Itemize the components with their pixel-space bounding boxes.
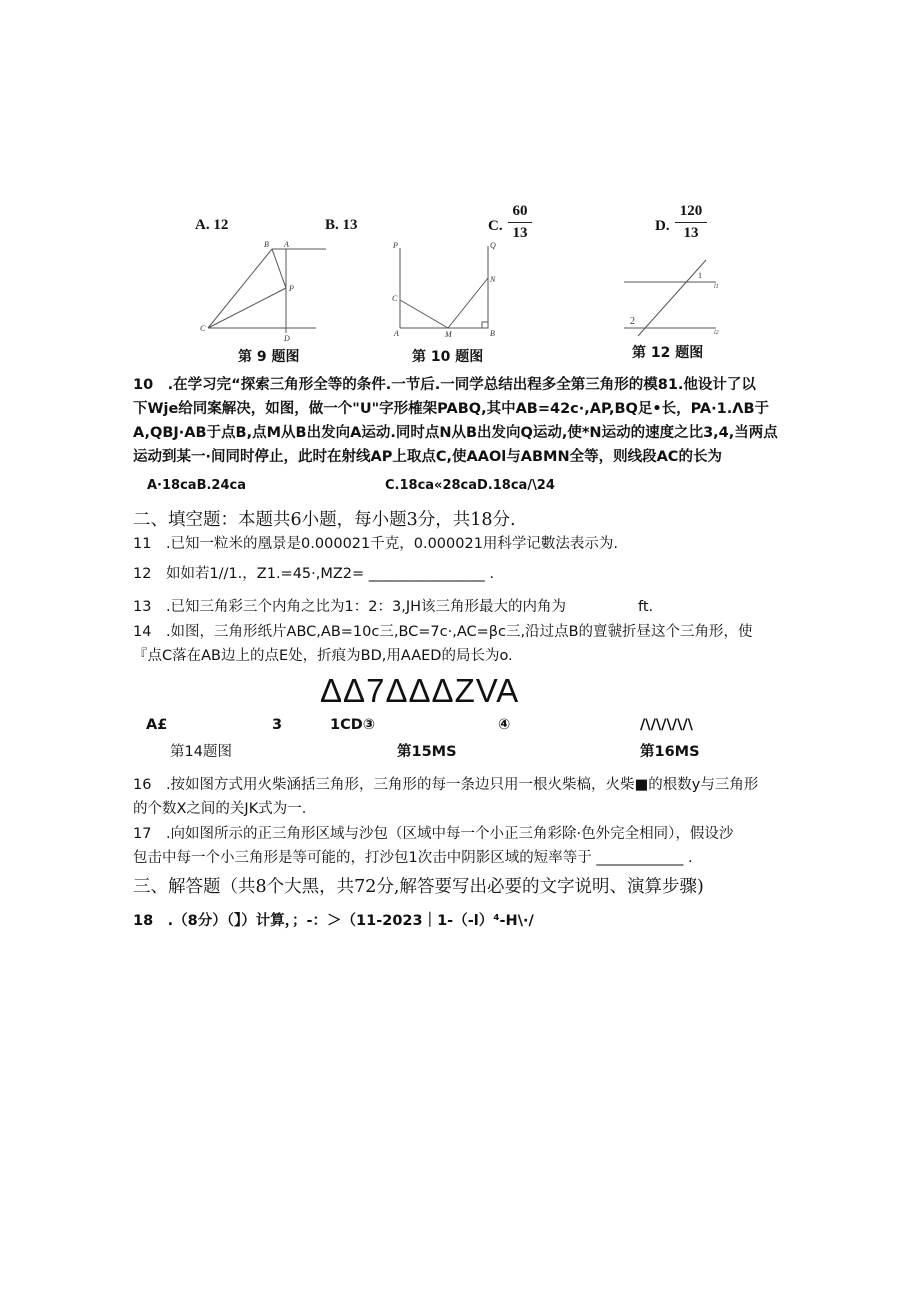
q10-line-3: A,QBJ·AB于点B,点M从B出发向A运动.同时点N从B出发向Q运动,使*N运动的速度之比3,4,当两点 — [133, 425, 778, 441]
triangles-figure-text: ΔΔ7ΔΔΔZVA — [320, 672, 520, 709]
figure-10-caption: 第 10 题图 — [412, 349, 484, 365]
q16-line-2: 的个数X之间的关JK式为一. — [133, 801, 307, 817]
fig9-label-d: D — [284, 334, 290, 343]
q10-options-ab: A·18caB.24ca — [147, 478, 246, 493]
section-3-title: 三、解答题（共8个大黑，共72分,解答要写出必要的文字说明、演算步骤) — [133, 877, 704, 897]
fig-row-label-3: 3 — [272, 717, 283, 733]
fig9-label-a: A — [284, 240, 289, 249]
q16-line-1: 16 .按如图方式用火柴涵括三角形，三角形的每一条边只用一根火柴槁，火柴■的根数y与三角形 — [133, 777, 759, 793]
fig10-label-n: N — [490, 275, 496, 284]
fig-row-label-1cd: 1CD③ — [330, 717, 376, 733]
option-b: B. 13 — [325, 217, 358, 233]
q18-text: 18 .（8分）（】）计算，；-：＞（11-2023｜1-（-l）⁴-H\·/ — [133, 913, 534, 929]
q17-line-2: 包击中每一个小三角形是等可能的，打沙包1次击中阴影区域的短率等于 — [133, 850, 592, 866]
option-d-label: D. — [655, 218, 670, 234]
option-c-label: C. — [488, 218, 503, 234]
fig-row-label-af: A£ — [146, 717, 168, 733]
figure-9-diagram — [198, 238, 328, 348]
fig10-label-q: Q — [490, 241, 496, 250]
fig10-label-b: B — [490, 329, 495, 338]
q12-period: . — [489, 566, 495, 582]
fig12-label-1: 1 — [698, 271, 702, 280]
q17-line-2-row — [133, 847, 693, 869]
figure-15-caption: 第15MS — [397, 744, 457, 760]
option-d-numerator: 120 — [679, 203, 703, 219]
q10-line-1: 10 .在学习完“探索三角形全等的条件.一节后.一同学总结出程多全第三角形的模81.他设计了以 — [133, 377, 756, 393]
fig10-label-a: A — [394, 329, 399, 338]
q10-line-4: 运动到某一·间同时停止，此时在射线AP上取点C,使AAOl与ABMN全等，则线段AC的长为 — [133, 449, 722, 465]
fig10-label-m: M — [445, 330, 452, 339]
fig-row-label-4: ④ — [498, 717, 511, 733]
q14-line-2: 『点C落在AB边上的点E处，折痕为BD,用AAED的局长为o. — [133, 648, 513, 664]
figure-10-diagram — [390, 238, 505, 348]
option-c-fraction — [508, 203, 532, 242]
option-d-fraction — [675, 203, 707, 242]
q12-answer-blank[interactable]: ________________ — [368, 566, 485, 582]
figure-9-caption: 第 9 题图 — [238, 349, 300, 365]
section-2-title: 二、填空题：本题共6小题，每小题3分，共18分. — [133, 510, 516, 530]
figure-12-caption: 第 12 题图 — [632, 345, 704, 361]
fig12-label-l2: l2 — [714, 330, 719, 336]
option-a: A. 12 — [195, 217, 229, 233]
figure-14-caption: 第14题图 — [170, 744, 232, 760]
fig-row-label-zigzag: /\/\/\/\/\ — [640, 717, 693, 733]
fig10-label-p: P — [393, 241, 398, 250]
fig12-label-2: 2 — [630, 316, 635, 327]
option-c-numerator: 60 — [512, 203, 528, 219]
q12-text: 12 如如若1//1.，Z1.=45·,MZ2= — [133, 566, 365, 582]
fig10-label-c: C — [392, 294, 398, 303]
fig9-label-c: C — [200, 324, 206, 333]
q13-end: ft. — [638, 599, 654, 615]
q12-row — [133, 563, 494, 585]
fig9-label-b: B — [264, 240, 269, 249]
option-c-denominator: 13 — [512, 225, 528, 241]
option-d-denominator: 13 — [683, 225, 699, 241]
q10-line-2: 下Wje给同案解决，如图，做一个"U"字形榷架PABQ,其中AB=42c·,AP,BQ足•长，PA·1.ΛB于 — [133, 401, 770, 417]
figure-16-caption: 第16MS — [640, 744, 700, 760]
q10-options-cd: C.18ca«28caD.18ca/\24 — [385, 478, 555, 493]
q11-text: 11 .已知一粒米的凰景是0.000021千克，0.000021用科学记數法表示为. — [133, 536, 619, 552]
q13-text: 13 .已知三角彩三个内角之比为1：2：3,JH该三角形最大的内角为 — [133, 599, 567, 615]
q17-answer-blank[interactable]: ____________ — [596, 850, 684, 866]
q17-line-1: 17 .向如图所示的正三角形区域与沙包（区域中每一个小正三角彩除·色外完全相同），假设沙 — [133, 826, 734, 842]
figure-12-diagram — [622, 258, 722, 338]
fig9-label-p: P — [289, 284, 294, 293]
q17-period: . — [687, 850, 693, 866]
fig12-label-l1: l1 — [714, 284, 719, 290]
q14-line-1: 14 .如图，三角形纸片ABC,AB=10c三,BC=7c·,AC=βc三,沿过点B的亶虢折昼这个三角形，使 — [133, 624, 753, 640]
